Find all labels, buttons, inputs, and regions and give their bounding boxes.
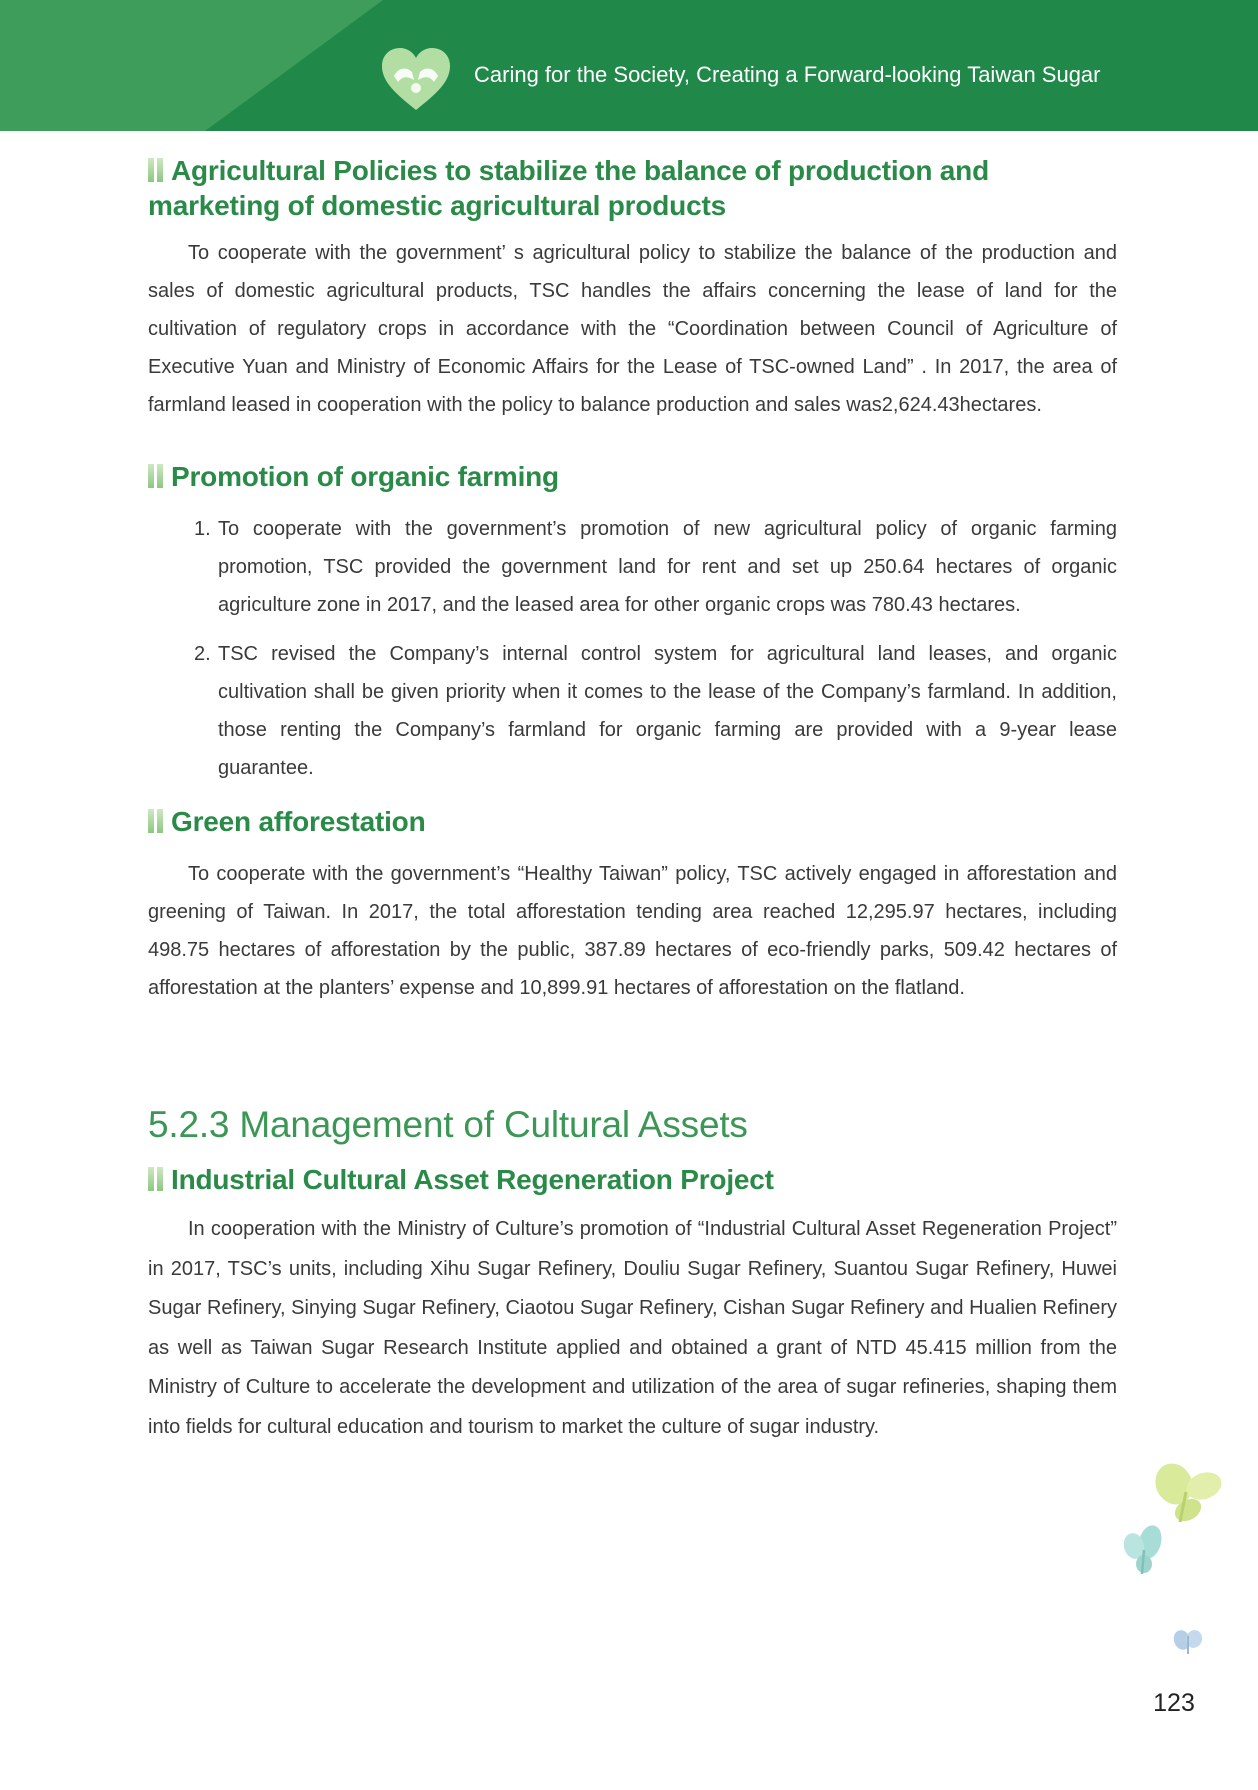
section-heading (148, 804, 1117, 839)
section-paragraph: In cooperation with the Ministry of Culture’s promotion of “Industrial Cultural Asset Regeneration Project” in 2017, TSC’s units, including Xihu Sugar Refinery, Douliu Sugar Refinery, Suantou Sugar Refinery, Huwei Sugar Refinery, Sinying Sugar Refinery, Ciaotou Sugar Refinery, Cishan Sugar Refinery and Hualien Refinery as well as Taiwan Sugar Research Institute applied and obtained a grant of NTD 45.415 million from the Ministry of Culture to accelerate the development and utilization of the area of sugar refineries, shaping them into fields for cultural education and tourism to market the culture of sugar industry. (148, 1218, 1117, 1438)
list-number: 2. (194, 643, 211, 665)
double-bar-icon (148, 158, 164, 182)
section-agricultural-policies (148, 153, 1117, 424)
section-heading-text: Industrial Cultural Asset Regeneration Project (171, 1164, 774, 1195)
section-heading-text: Promotion of organic farming (171, 461, 559, 492)
double-bar-icon (148, 809, 164, 833)
list-item (148, 635, 1117, 787)
list-item-text: TSC revised the Company’s internal control system for agricultural land leases, and organic cultivation shall be given priority when it comes to the lease of the Company’s farmland. In addition, those renting the Company’s farmland for organic farming are provided with a 9-year lease guarantee. (218, 643, 1117, 779)
section-paragraph: To cooperate with the government’ s agricultural policy to stabilize the balance of the production and sales of domestic agricultural products, TSC handles the affairs concerning the lease of land for the cultivation of regulatory crops in accordance with the “Coordination between Council of Agriculture of Executive Yuan and Ministry of Economic Affairs for the Lease of TSC-owned Land” . In 2017, the area of farmland leased in cooperation with the policy to balance production and sales was2,624.43hectares. (148, 242, 1117, 416)
section-heading (148, 153, 1117, 223)
page-content (148, 131, 1117, 1447)
header-title: Caring for the Society, Creating a Forward-looking Taiwan Sugar (474, 62, 1101, 87)
section-paragraph: To cooperate with the government’s “Healthy Taiwan” policy, TSC actively engaged in afforestation and greening of Taiwan. In 2017, the total afforestation tending area reached 12,295.97 hectares, including 498.75 hectares of afforestation by the public, 387.89 hectares of eco-friendly parks, 509.42 hectares of afforestation at the planters’ expense and 10,899.91 hectares of afforestation on the flatland. (148, 863, 1117, 999)
section-heading-text: Green afforestation (171, 806, 426, 837)
butterfly-blue-icon (1173, 1628, 1203, 1656)
double-bar-icon (148, 464, 164, 488)
list-item-text: To cooperate with the government’s promotion of new agricultural policy of organic farming promotion, TSC provided the government land for rent and set up 250.64 hectares of organic agriculture zone in 2017, and the leased area for other organic crops was 780.43 hectares. (218, 518, 1117, 616)
butterfly-teal-icon (1120, 1524, 1168, 1576)
list-item (148, 510, 1117, 624)
chapter-heading: 5.2.3 Management of Cultural Assets (148, 1104, 748, 1145)
section-heading (148, 1162, 1117, 1197)
section-heading-text: Agricultural Policies to stabilize the balance of production and marketing of domestic agricultural products (148, 155, 989, 221)
section-green-afforestation (148, 804, 1117, 1007)
section-organic-farming (148, 459, 1117, 787)
page-number: 123 (1153, 1689, 1195, 1717)
double-bar-icon (148, 1167, 164, 1191)
chapter-cultural-assets (148, 1103, 1117, 1447)
butterfly-yellow-icon (1150, 1462, 1226, 1530)
heart-hands-icon (380, 46, 452, 112)
section-heading (148, 459, 1117, 494)
list-number: 1. (194, 518, 211, 540)
